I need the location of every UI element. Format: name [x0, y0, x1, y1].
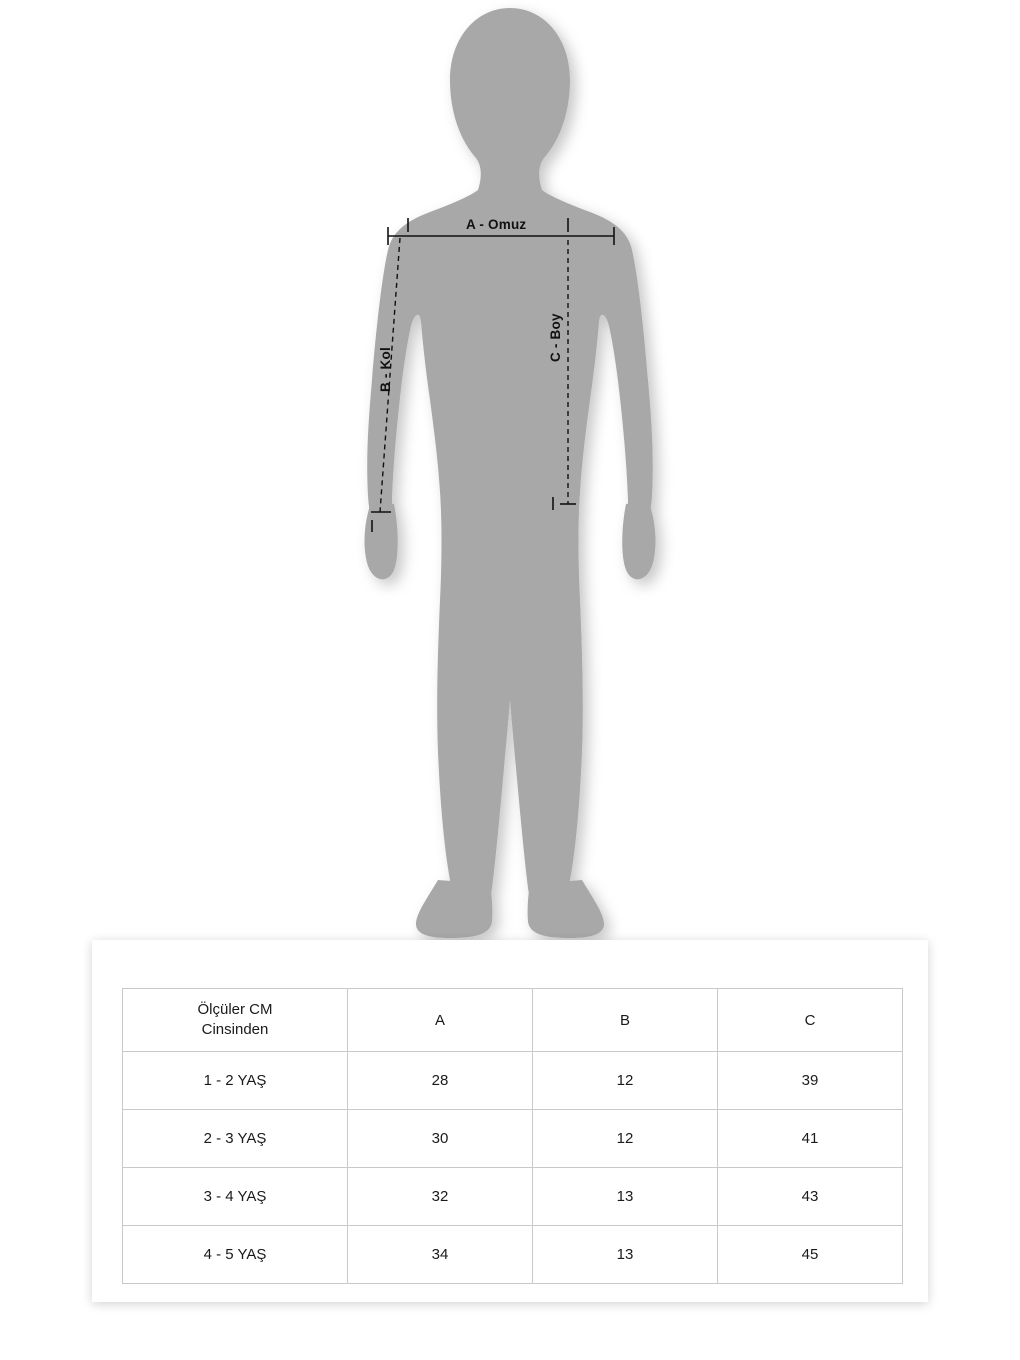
table-row [123, 1052, 903, 1110]
row-value-b: 12 [533, 1052, 718, 1110]
header-col-b: B [533, 989, 718, 1052]
header-col-a: A [348, 989, 533, 1052]
length-dimension-label: C - Boy [548, 313, 563, 362]
row-value-c: 41 [718, 1110, 903, 1168]
size-table [122, 988, 903, 1284]
row-value-b: 13 [533, 1168, 718, 1226]
header-col-c: C [718, 989, 903, 1052]
row-value-b: 13 [533, 1226, 718, 1284]
row-value-c: 39 [718, 1052, 903, 1110]
row-value-a: 28 [348, 1052, 533, 1110]
header-line-1: Ölçüler CM [197, 1000, 273, 1018]
row-label: 2 - 3 YAŞ [123, 1110, 348, 1168]
row-value-c: 43 [718, 1168, 903, 1226]
table-row [123, 1168, 903, 1226]
table-header-row [123, 989, 903, 1052]
table-row [123, 1226, 903, 1284]
row-value-c: 45 [718, 1226, 903, 1284]
header-measurements-label [123, 989, 348, 1052]
row-label: 3 - 4 YAŞ [123, 1168, 348, 1226]
sleeve-dimension-label: B - Kol [378, 347, 393, 392]
table-row [123, 1110, 903, 1168]
row-value-a: 32 [348, 1168, 533, 1226]
row-value-b: 12 [533, 1110, 718, 1168]
row-label: 4 - 5 YAŞ [123, 1226, 348, 1284]
row-value-a: 30 [348, 1110, 533, 1168]
row-value-a: 34 [348, 1226, 533, 1284]
row-label: 1 - 2 YAŞ [123, 1052, 348, 1110]
header-line-2: Cinsinden [201, 1021, 269, 1038]
size-table-card [92, 940, 928, 1302]
shoulder-dimension-label: A - Omuz [466, 217, 527, 232]
